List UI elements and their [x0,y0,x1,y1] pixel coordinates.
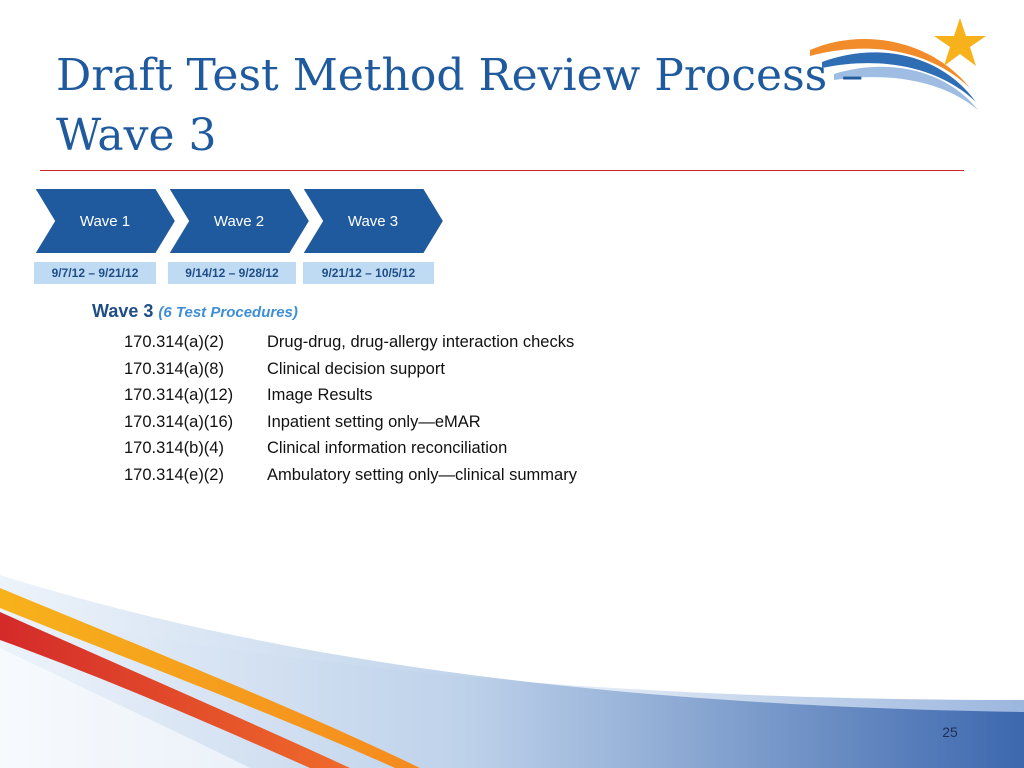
procedure-item [124,435,577,462]
procedure-code: 170.314(a)(16) [124,412,234,431]
procedure-description: Inpatient setting only—eMAR [267,412,481,431]
chevron-wave-2 [168,188,310,254]
wave-3-dates: 9/21/12 – 10/5/12 [303,262,434,284]
procedure-code: 170.314(a)(12) [124,386,234,404]
procedure-code: 170.314(a)(8) [124,359,224,378]
procedure-list [124,329,577,488]
procedure-description: Ambulatory setting only—clinical summary [267,465,577,484]
procedure-code: 170.314(e)(2) [124,465,224,484]
page-number: 25 [942,724,958,740]
wave-1-dates: 9/7/12 – 9/21/12 [34,262,156,284]
procedure-description: Drug-drug, drug-allergy interaction checks [267,333,575,351]
procedure-item [124,382,577,409]
section-sublabel: (6 Test Procedures) [158,304,298,321]
procedure-code: 170.314(b)(4) [124,439,224,457]
section-heading [92,298,298,326]
procedure-item [124,356,577,383]
wave-2-dates: 9/14/12 – 9/28/12 [168,262,296,284]
wave-chevron-row [30,188,460,258]
procedure-item [124,329,577,356]
procedure-description: Image Results [267,386,373,404]
chevron-label: Wave 2 [213,213,265,230]
procedure-description: Clinical decision support [267,359,445,378]
section-label: Wave 3 [92,301,154,321]
chevron-label: Wave 1 [79,213,131,230]
procedure-item [124,462,577,489]
page-title: Draft Test Method Review Process – Wave 3 [56,50,864,161]
chevron-wave-1 [34,188,176,254]
title-underline [40,170,964,171]
star-icon [934,18,986,66]
procedure-description: Clinical information reconciliation [267,439,508,457]
procedure-code: 170.314(a)(2) [124,333,224,351]
chevron-label: Wave 3 [347,213,399,230]
procedure-item [124,409,577,436]
chevron-wave-3 [302,188,444,254]
